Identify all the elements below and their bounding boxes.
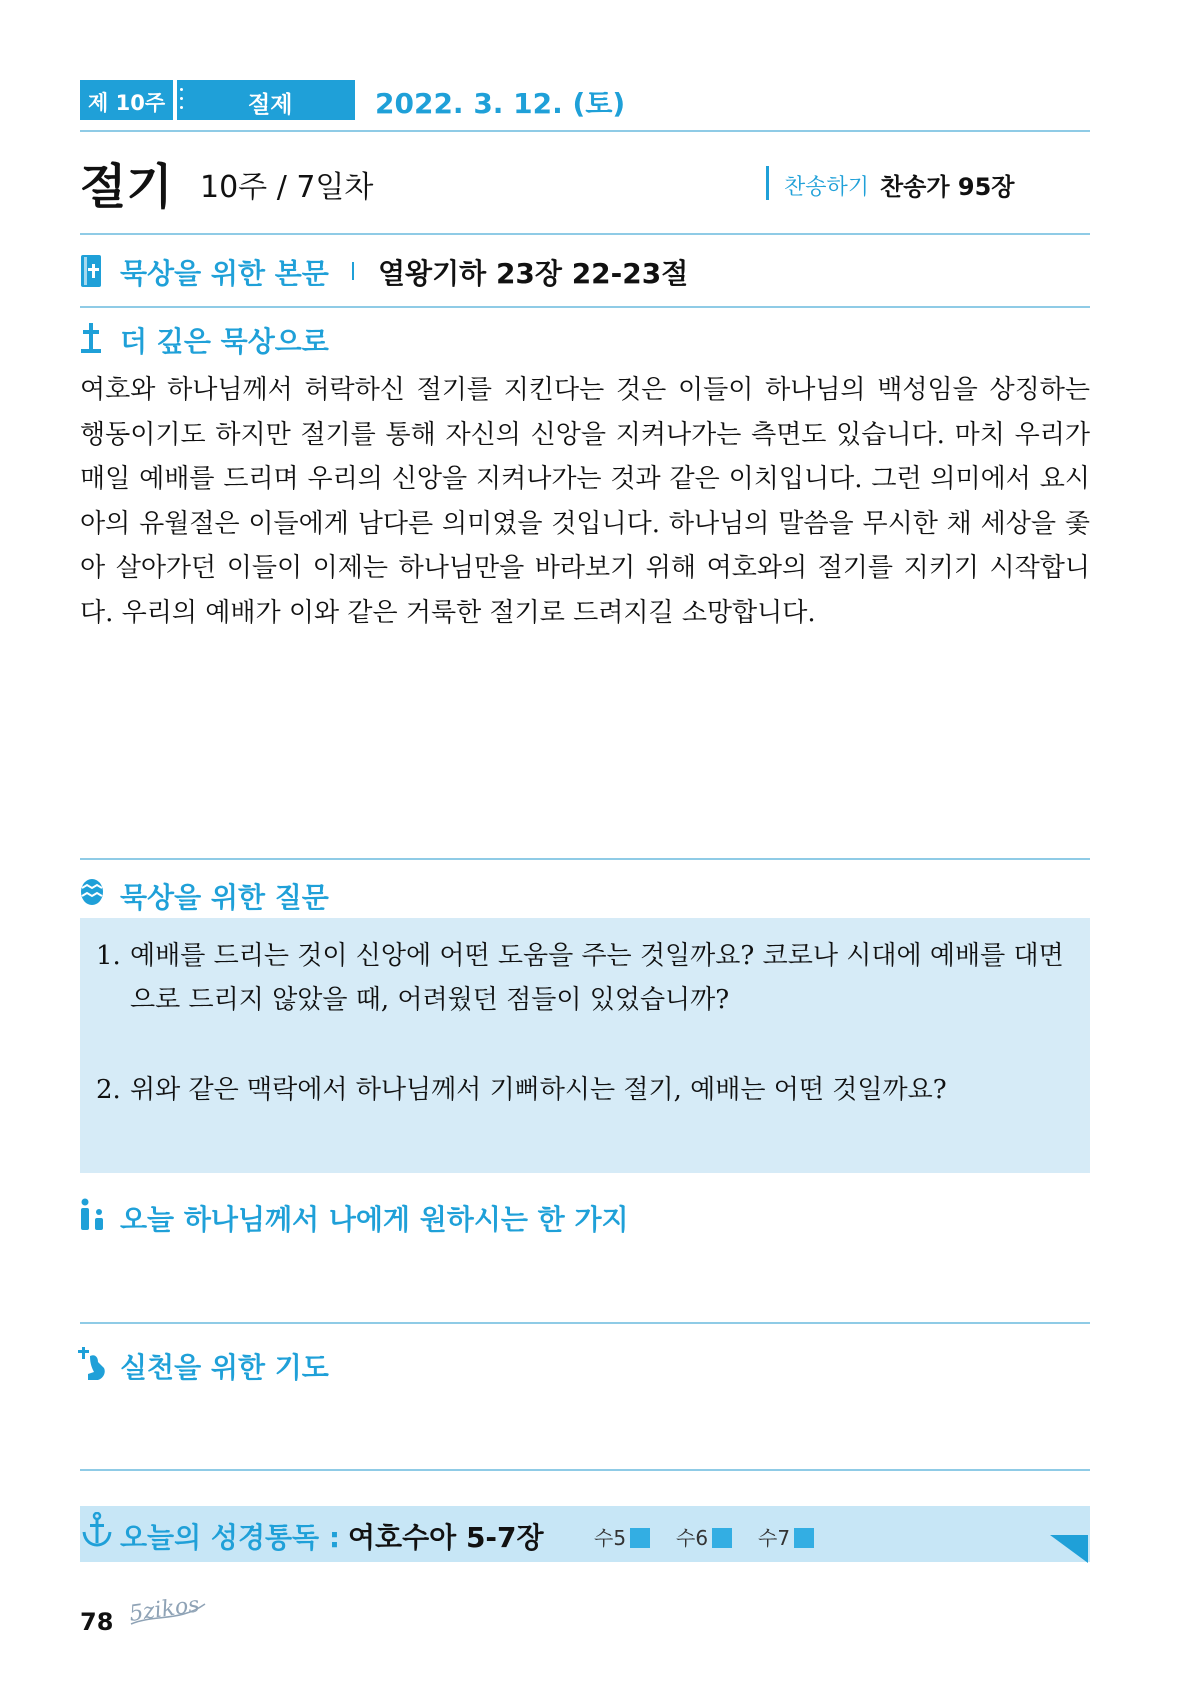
prayer-label: 실천을 위한 기도 bbox=[120, 1351, 329, 1384]
meditation-label: 더 깊은 묵상으로 bbox=[120, 325, 329, 358]
page-title: 절기 bbox=[80, 159, 173, 215]
reading-check-1[interactable] bbox=[594, 1522, 650, 1551]
divider bbox=[80, 306, 1090, 308]
question-text: 위와 같은 맥락에서 하나님께서 기뻐하시는 절기, 예배는 어떤 것일까요? bbox=[130, 1075, 947, 1105]
check-label: 수5 bbox=[594, 1526, 627, 1550]
question-text: 예배를 드리는 것이 신앙에 어떤 도움을 주는 것일까요? 코로나 시대에 예배를 대면으로 드리지 않았을 때, 어려웠던 점들이 있었습니까? bbox=[130, 941, 1064, 1015]
scripture-label: 묵상을 위한 본문 bbox=[120, 257, 329, 290]
scripture-reference: 열왕기하 23장 22-23절 bbox=[378, 257, 689, 290]
checkbox[interactable] bbox=[794, 1528, 814, 1548]
divider bbox=[80, 858, 1090, 860]
check-label: 수7 bbox=[758, 1526, 791, 1550]
bible-icon bbox=[80, 254, 102, 292]
check-label: 수6 bbox=[676, 1526, 709, 1550]
divider bbox=[80, 1322, 1090, 1324]
divider bbox=[80, 130, 1090, 132]
people-icon bbox=[79, 1198, 105, 1236]
cross-icon bbox=[80, 322, 102, 358]
tab-divider bbox=[173, 80, 177, 120]
svg-text:5zikos: 5zikos bbox=[127, 1592, 201, 1627]
week-tab bbox=[80, 80, 355, 120]
page-number: 78 bbox=[80, 1608, 114, 1636]
anchor-icon bbox=[82, 1512, 112, 1552]
scripture-separator bbox=[352, 262, 354, 280]
one-thing-label: 오늘 하나님께서 나에게 원하시는 한 가지 bbox=[120, 1203, 629, 1236]
hymn-label: 찬송하기 bbox=[784, 175, 870, 200]
question-2 bbox=[96, 1068, 1076, 1112]
reading-check-2[interactable] bbox=[676, 1522, 732, 1551]
reading-check-3[interactable] bbox=[758, 1522, 814, 1551]
topic-label: 절제 bbox=[248, 92, 293, 118]
question-1 bbox=[96, 934, 1076, 1022]
week-label: 제 10주 bbox=[88, 91, 166, 115]
divider bbox=[80, 1469, 1090, 1471]
hymn-value: 찬송가 95장 bbox=[880, 173, 1015, 201]
divider bbox=[80, 233, 1090, 235]
checkbox[interactable] bbox=[630, 1528, 650, 1548]
page-corner-fold bbox=[1050, 1535, 1088, 1563]
question-number: 2. bbox=[96, 1075, 121, 1105]
hymn-divider bbox=[766, 166, 769, 200]
prayer-icon bbox=[78, 1346, 110, 1386]
logo bbox=[125, 1584, 210, 1638]
checkbox[interactable] bbox=[712, 1528, 732, 1548]
reading-label: 오늘의 성경통독 : bbox=[120, 1521, 341, 1554]
question-number: 1. bbox=[96, 941, 121, 971]
page-subtitle: 10주 / 7일차 bbox=[200, 170, 374, 205]
tab-dots bbox=[180, 88, 184, 114]
egg-icon bbox=[79, 876, 105, 910]
date: 2022. 3. 12. (토) bbox=[375, 87, 626, 120]
questions-label: 묵상을 위한 질문 bbox=[120, 881, 329, 914]
reading-value: 여호수아 5-7장 bbox=[348, 1521, 544, 1554]
meditation-body: 여호와 하나님께서 허락하신 절기를 지킨다는 것은 이들이 하나님의 백성임을 상징하는 행동이기도 하지만 절기를 통해 자신의 신앙을 지켜나가는 측면도 있습니다. 마치 우리가 매일 예배를 드리며 우리의 신앙을 지켜나가는 것과 같은 이치입니다. 그런 의미에서 요시아의 유월절은 이들에게 남다른 의미였을 것입니다. 하나님의 말씀을 무시한 채 세상을 좇아 살아가던 이들이 이제는 하나님만을 바라보기 위해 여호와의 절기를 지키기 시작합니다. 우리의 예배가 이와 같은 거룩한 절기로 드려지길 소망합니다. bbox=[80, 375, 1090, 628]
